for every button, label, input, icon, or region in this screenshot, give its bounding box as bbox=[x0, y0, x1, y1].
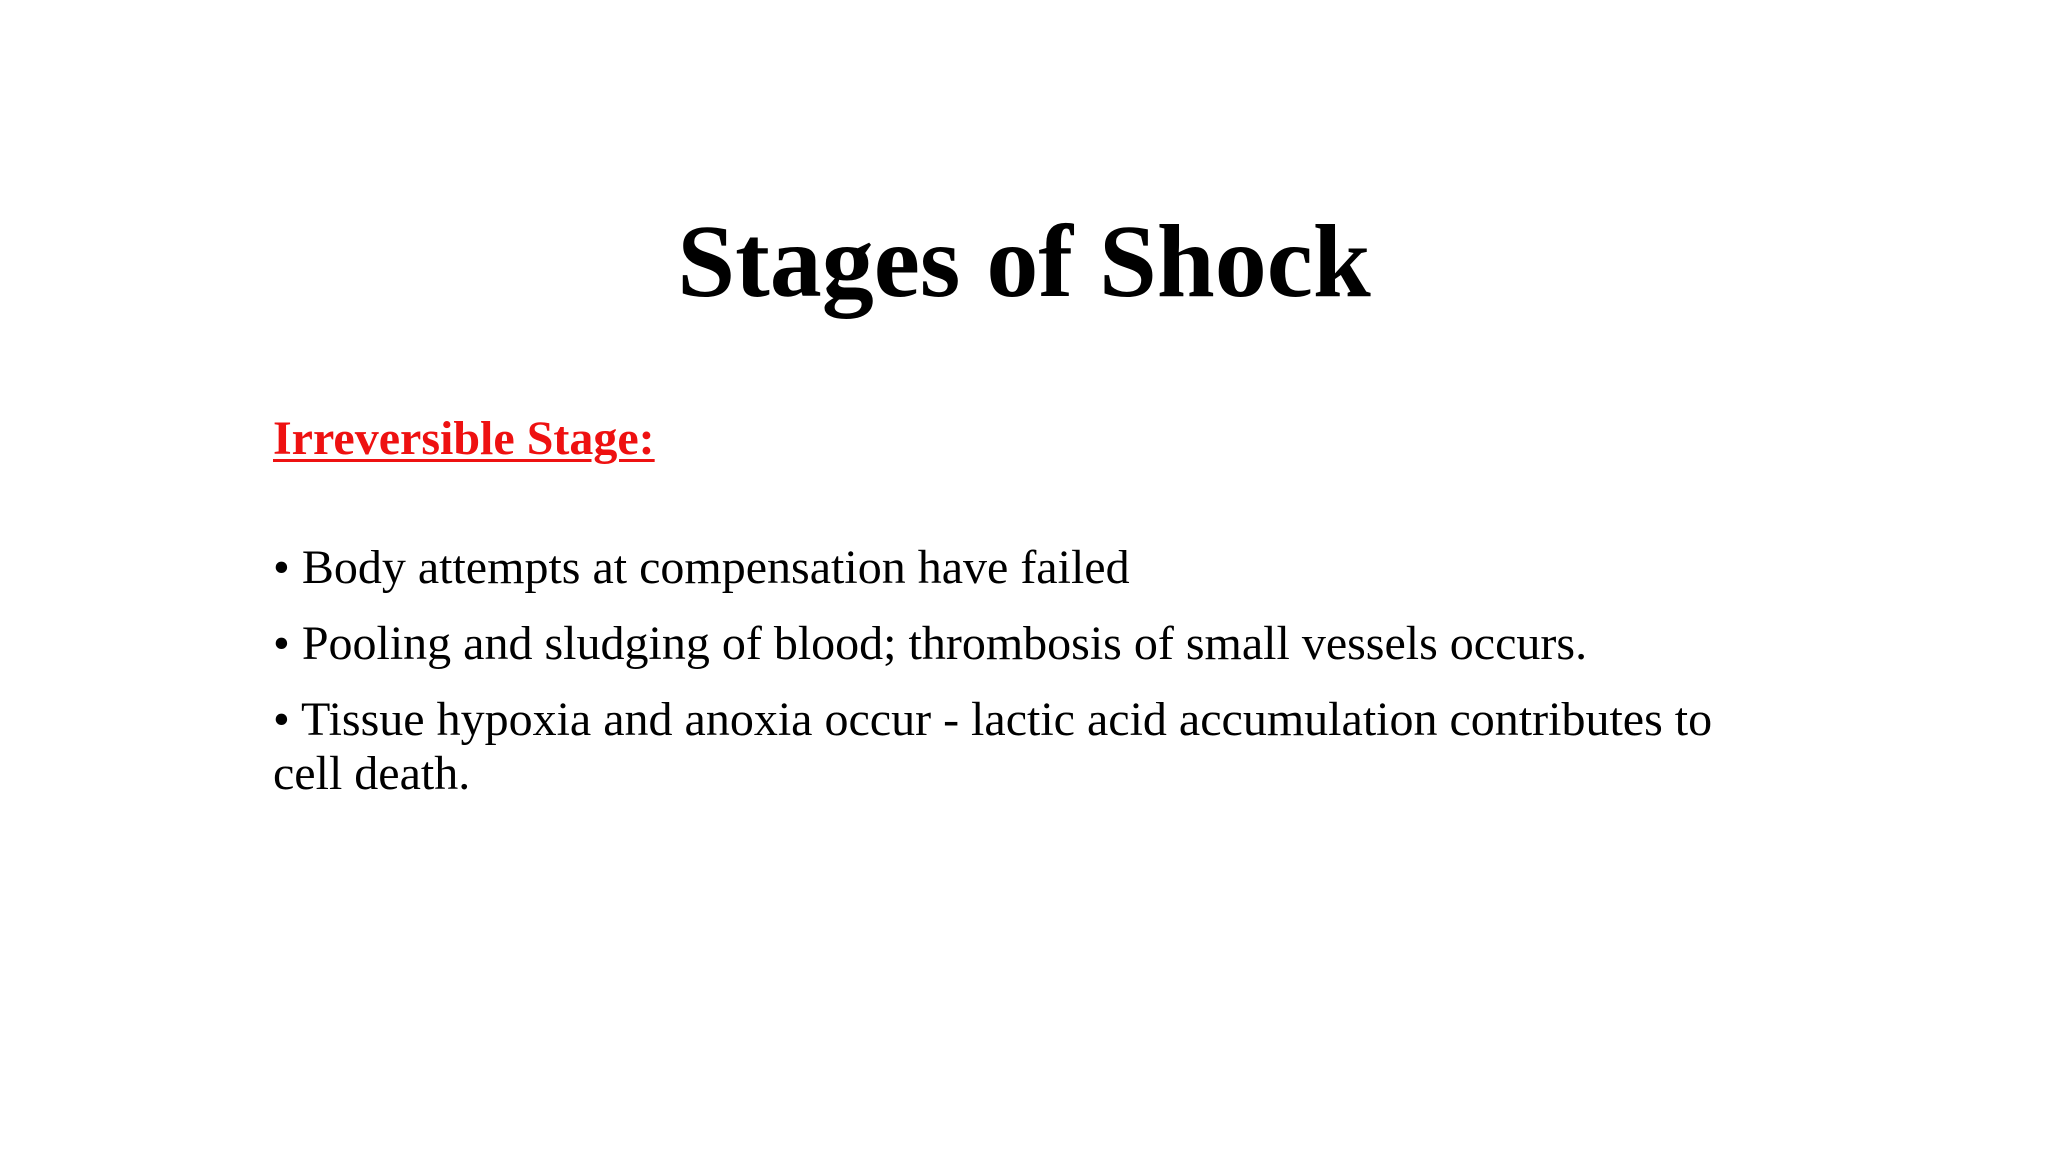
bullet-item bbox=[273, 617, 1793, 671]
bullet-item bbox=[273, 541, 1793, 595]
slide-title: Stages of Shock bbox=[677, 204, 1371, 319]
bullet-text: Pooling and sludging of blood; thrombosis of small vessels occurs. bbox=[301, 617, 1588, 670]
bullet-item bbox=[273, 693, 1793, 801]
section-heading: Irreversible Stage: bbox=[273, 412, 655, 465]
bullet-list bbox=[273, 541, 1793, 801]
bullet-marker: • bbox=[273, 693, 290, 746]
bullet-marker: • bbox=[273, 617, 290, 670]
slide-content bbox=[273, 410, 1793, 823]
bullet-text: Tissue hypoxia and anoxia occur - lactic acid accumulation contributes to cell death. bbox=[273, 693, 1713, 800]
bullet-marker: • bbox=[273, 541, 290, 594]
bullet-text: Body attempts at compensation have failed bbox=[301, 541, 1130, 594]
